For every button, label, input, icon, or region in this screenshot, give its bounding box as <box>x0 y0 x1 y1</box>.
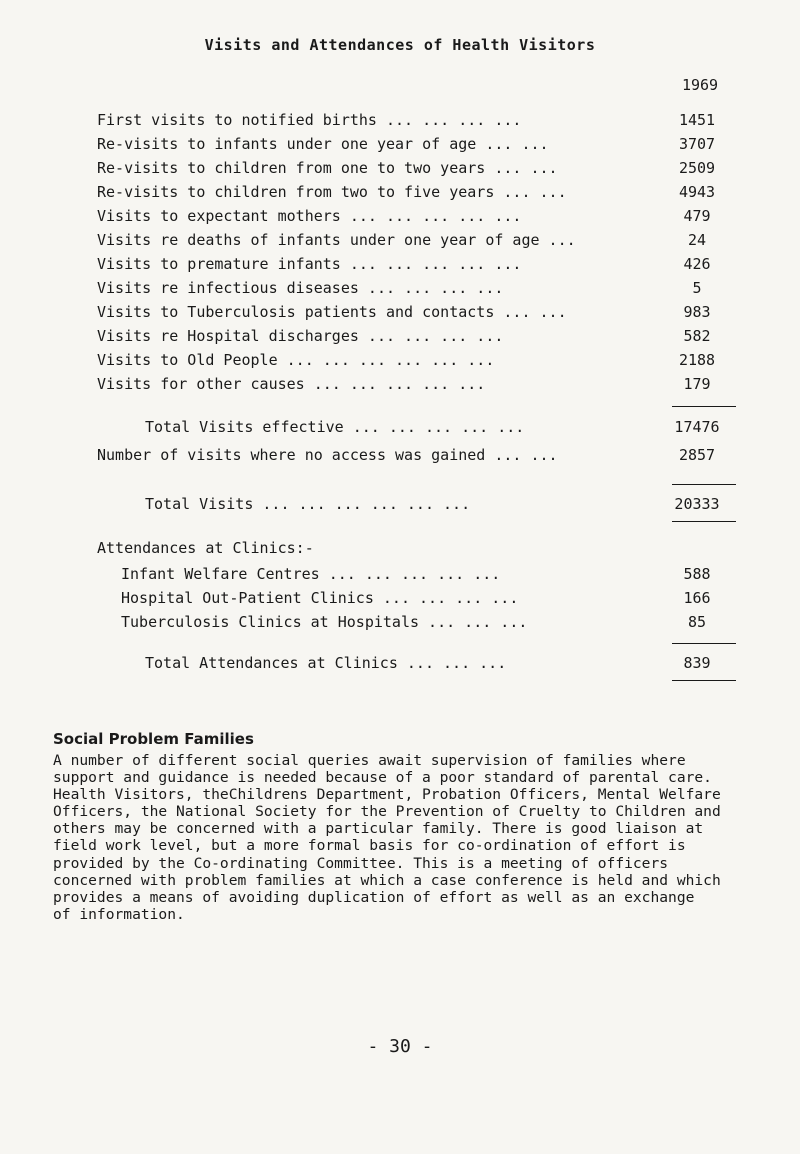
row-value: 85 <box>687 613 707 631</box>
total-effective-row <box>97 415 737 439</box>
clinics-total-row <box>97 651 737 675</box>
row-label: Visits for other causes ... ... ... ... ... <box>97 375 486 393</box>
table-row <box>97 348 737 372</box>
row-value: 582 <box>683 327 711 345</box>
row-label: Visits to expectant mothers ... ... ... ... ... <box>97 207 522 225</box>
row-value: 24 <box>687 231 707 249</box>
row-value: 4943 <box>678 183 716 201</box>
row-label: Total Attendances at Clinics ... ... ... <box>145 654 507 672</box>
table-row <box>97 180 737 204</box>
paragraph-line: provided by the Co-ordinating Committee. This is a meeting of officers <box>53 854 669 872</box>
row-value: 166 <box>683 589 711 607</box>
row-value: 3707 <box>678 135 716 153</box>
total-visits-row <box>97 492 737 516</box>
paragraph-line: provides a means of avoiding duplication of effort as well as an exchange <box>53 888 695 906</box>
clinics-rule-top <box>672 643 736 644</box>
table-row <box>97 300 737 324</box>
table-row <box>97 228 737 252</box>
row-label: Hospital Out-Patient Clinics ... ... ... ... <box>121 589 519 607</box>
row-value: 2188 <box>678 351 716 369</box>
total-rule-bottom <box>672 521 736 522</box>
row-label: Visits to premature infants ... ... ... ... ... <box>97 255 522 273</box>
row-value: 179 <box>683 375 711 393</box>
row-label: Visits re deaths of infants under one year of age ... <box>97 231 576 249</box>
page-number: - 30 - <box>367 1036 433 1057</box>
table-row <box>97 252 737 276</box>
row-label: Number of visits where no access was gained ... ... <box>97 446 558 464</box>
paragraph-line: others may be concerned with a particular family. There is good liaison at <box>53 820 704 838</box>
subtotal-rule <box>672 406 736 407</box>
total-rule-top <box>672 484 736 485</box>
body-paragraph <box>53 752 773 923</box>
clinics-heading-row <box>97 536 737 560</box>
clinics-heading: Attendances at Clinics:- <box>97 539 314 557</box>
table-row <box>97 108 737 132</box>
row-label: Total Visits ... ... ... ... ... ... <box>145 495 471 513</box>
table-row <box>97 132 737 156</box>
row-label: Re-visits to children from one to two years ... ... <box>97 159 558 177</box>
row-value: 2509 <box>678 159 716 177</box>
row-label: First visits to notified births ... ... ... ... <box>97 111 522 129</box>
paragraph-line: Health Visitors, theChildrens Department, Probation Officers, Mental Welfare <box>53 786 721 804</box>
table-row <box>97 324 737 348</box>
table-row <box>97 586 737 610</box>
page-title: Visits and Attendances of Health Visitors <box>204 36 596 54</box>
paragraph-line: Officers, the National Society for the Prevention of Cruelty to Children and <box>53 803 721 821</box>
row-value: 1451 <box>678 111 716 129</box>
row-value: 983 <box>683 303 711 321</box>
row-label: Re-visits to infants under one year of age ... ... <box>97 135 549 153</box>
row-value: 479 <box>683 207 711 225</box>
row-value: 588 <box>683 565 711 583</box>
table-row <box>97 156 737 180</box>
paragraph-line: field work level, but a more formal basis for co-ordination of effort is <box>53 837 686 855</box>
year-column-header: 1969 <box>681 76 719 94</box>
row-label: Visits re infectious diseases ... ... ... ... <box>97 279 504 297</box>
row-label: Visits to Old People ... ... ... ... ... ... <box>97 351 495 369</box>
row-label: Tuberculosis Clinics at Hospitals ... ... ... <box>121 613 528 631</box>
table-row <box>97 610 737 634</box>
row-value: 839 <box>683 654 711 672</box>
paragraph-line: support and guidance is needed because of a poor standard of parental care. <box>53 769 712 787</box>
table-row <box>97 204 737 228</box>
row-value: 17476 <box>674 418 720 436</box>
table-row <box>97 372 737 396</box>
row-label: Total Visits effective ... ... ... ... ... <box>145 418 525 436</box>
clinics-rule-bottom <box>672 680 736 681</box>
paragraph-line: of information. <box>53 905 185 923</box>
paragraph-line: A number of different social queries await supervision of families where <box>53 752 686 769</box>
row-label: Visits re Hospital discharges ... ... ... ... <box>97 327 504 345</box>
row-label: Visits to Tuberculosis patients and contacts ... ... <box>97 303 567 321</box>
table-row <box>97 562 737 586</box>
section-heading: Social Problem Families <box>53 730 254 748</box>
row-value: 426 <box>683 255 711 273</box>
row-value: 2857 <box>678 446 716 464</box>
row-value: 20333 <box>674 495 720 513</box>
row-value: 5 <box>692 279 702 297</box>
no-access-row <box>97 443 737 467</box>
paragraph-line: concerned with problem families at which a case conference is held and which <box>53 871 721 889</box>
row-label: Re-visits to children from two to five years ... ... <box>97 183 567 201</box>
table-row <box>97 276 737 300</box>
row-label: Infant Welfare Centres ... ... ... ... ... <box>121 565 501 583</box>
